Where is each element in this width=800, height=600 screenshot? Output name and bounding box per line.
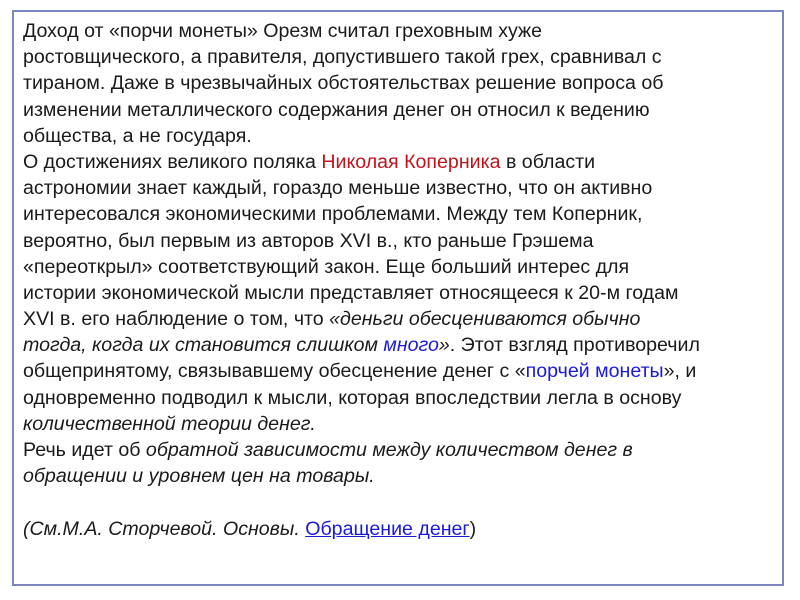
link-porchey-monety[interactable]: порчей монеты [525, 360, 664, 383]
text: астрономии знает каждый, гораздо меньше известно, что он активно [23, 177, 653, 200]
text: изменении металлического содержания денег он относил к ведению [23, 98, 650, 121]
text: общества, а не государя. [23, 124, 252, 147]
text: в области [500, 150, 596, 173]
text: Доход от «порчи монеты» Орезм считал греховным хуже [23, 20, 543, 42]
text-line [23, 280, 783, 306]
text: XVI в. его наблюдение о том, что [23, 308, 330, 331]
text-line [23, 175, 783, 201]
text: . Этот взгляд противоречил [449, 334, 700, 357]
text-line [23, 18, 783, 44]
text: О достижениях великого поляка [23, 150, 322, 173]
text-line [23, 149, 783, 175]
term-italic: обращении и уровнем цен на товары. [23, 465, 375, 488]
text: ростовщического, а правителя, допустившего такой грех, сравнивал с [23, 46, 662, 69]
quote-italic: » [438, 334, 450, 357]
text: Речь идет об [23, 439, 146, 461]
quote-italic: тогда, когда их становится слишком [23, 334, 384, 357]
text-line [23, 70, 783, 96]
spacer [23, 489, 783, 515]
text-line [23, 358, 783, 384]
text-line [23, 44, 783, 70]
citation-suffix: ) [469, 517, 477, 540]
quote-italic: «деньги обесцениваются обычно [329, 308, 641, 331]
text-line [23, 332, 783, 358]
text-line [23, 97, 783, 123]
text: интересовался экономическими проблемами. Между тем Коперник, [23, 203, 643, 226]
citation-link[interactable]: Обращение денег [305, 517, 470, 540]
text-line [23, 254, 783, 280]
text-line [23, 411, 783, 437]
text-line [23, 463, 783, 489]
term-italic: обратной зависимости между количеством денег в [145, 439, 633, 461]
word-mnogo[interactable]: много [383, 334, 439, 357]
citation [23, 516, 783, 542]
term-italic: количественной теории денег. [23, 412, 316, 435]
text: истории экономической мысли представляет относящееся к 20-м годам [23, 281, 679, 304]
slide-text [23, 18, 783, 542]
text: тираном. Даже в чрезвычайных обстоятельствах решение вопроса об [23, 72, 664, 95]
text: общепринятому, связывавшему обесценение денег с « [23, 360, 526, 383]
citation-prefix: (См.М.А. Сторчевой. Основы. [23, 517, 306, 540]
text: вероятно, был первым из авторов XVI в., кто раньше Грэшема [23, 229, 594, 252]
text-line [23, 385, 783, 411]
copernicus-name: Николая Коперника [321, 150, 501, 173]
text: », и [663, 360, 697, 383]
text-line [23, 228, 783, 254]
text-line [23, 201, 783, 227]
text-line [23, 306, 783, 332]
text: одновременно подводил к мысли, которая впоследствии легла в основу [23, 386, 682, 409]
text: «переоткрыл» соответствующий закон. Еще больший интерес для [23, 255, 630, 278]
text-line [23, 437, 783, 463]
text-line [23, 123, 783, 149]
